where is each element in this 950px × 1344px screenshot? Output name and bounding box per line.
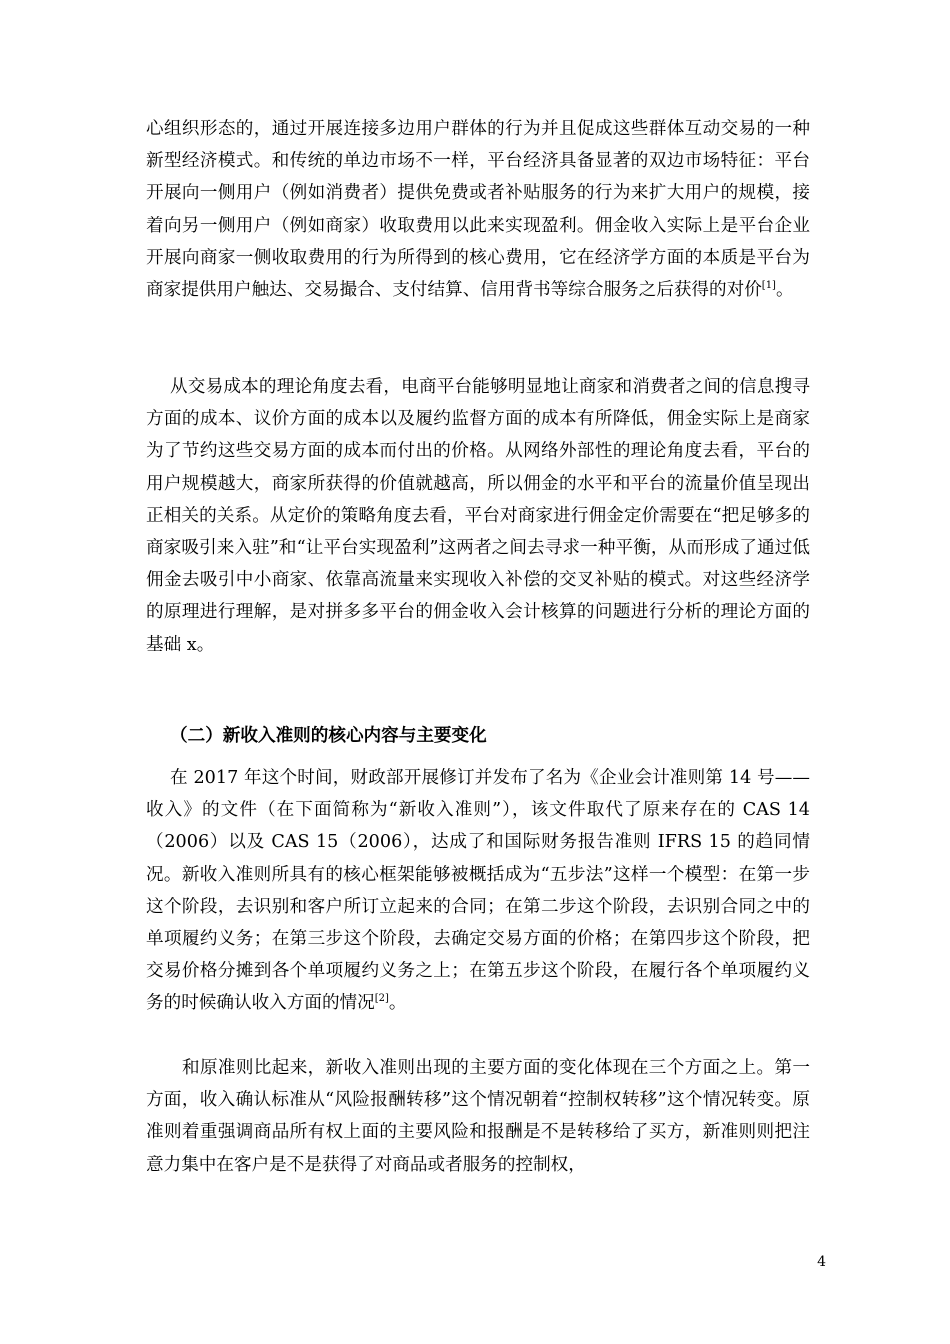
paragraph-tail: 。 xyxy=(388,993,407,1014)
paragraph-text: 在 2017 年这个时间，财政部开展修订并发布了名为《企业会计准则第 14 号——收入》的文件（在下面简称为“新收入准则”），该文件取代了原来存在的 CAS 14（2006）以及 CAS 15（2006），达成了和国际财务报告准则 IFRS 15 的趋同情况。新收入准则所具有的核心框架能够被概括成为“五步法”这样一个模型：在第一步这个阶段，去识别和客户所订立起来的合同；在第二步这个阶段，去识别合同之中的单项履约义务；在第三步这个阶段，去确定交易方面的价格；在第四步这个阶段，把交易价格分摊到各个单项履约义务之上；在第五步这个阶段，在履行各个单项履约义务的时候确认收入方面的情况 xyxy=(146,768,810,1014)
paragraph-economic-theory xyxy=(146,371,810,661)
paragraph-main-changes xyxy=(146,1052,810,1181)
paragraph-new-revenue-standard xyxy=(146,762,810,1020)
citation-ref: [1] xyxy=(761,280,776,292)
page-number: 4 xyxy=(817,1254,826,1270)
paragraph-platform-economy xyxy=(146,113,810,306)
section-heading: （二）新收入准则的核心内容与主要变化 xyxy=(170,726,487,746)
paragraph-tail: 。 xyxy=(775,280,794,301)
citation-ref: [2] xyxy=(374,993,389,1005)
paragraph-text: 和原准则比起来，新收入准则出现的主要方面的变化体现在三个方面之上。第一方面，收入确认标准从“风险报酬转移”这个情况朝着“控制权转移”这个情况转变。原准则着重强调商品所有权上面的主要风险和报酬是不是转移给了买方，新准则则把注意力集中在客户是不是获得了对商品或者服务的控制权， xyxy=(146,1058,810,1175)
paragraph-text: 心组织形态的，通过开展连接多边用户群体的行为并且促成这些群体互动交易的一种新型经济模式。和传统的单边市场不一样，平台经济具备显著的双边市场特征：平台开展向一侧用户（例如消费者）提供免费或者补贴服务的行为来扩大用户的规模，接着向另一侧用户（例如商家）收取费用以此来实现盈利。佣金收入实际上是平台企业开展向商家一侧收取费用的行为所得到的核心费用，它在经济学方面的本质是平台为商家提供用户触达、交易撮合、支付结算、信用背书等综合服务之后获得的对价 xyxy=(146,119,810,301)
paragraph-text: 从交易成本的理论角度去看，电商平台能够明显地让商家和消费者之间的信息搜寻方面的成本、议价方面的成本以及履约监督方面的成本有所降低，佣金实际上是商家为了节约这些交易方面的成本而付出的价格。从网络外部性的理论角度去看，平台的用户规模越大，商家所获得的价值就越高，所以佣金的水平和平台的流量价值呈现出正相关的关系。从定价的策略角度去看，平台对商家进行佣金定价需要在“把足够多的商家吸引来入驻”和“让平台实现盈利”这两者之间去寻求一种平衡，从而形成了通过低佣金去吸引中小商家、依靠高流量来实现收入补偿的交叉补贴的模式。对这些经济学的原理进行理解，是对拼多多平台的佣金收入会计核算的问题进行分析的理论方面的基础 x。 xyxy=(146,377,810,655)
